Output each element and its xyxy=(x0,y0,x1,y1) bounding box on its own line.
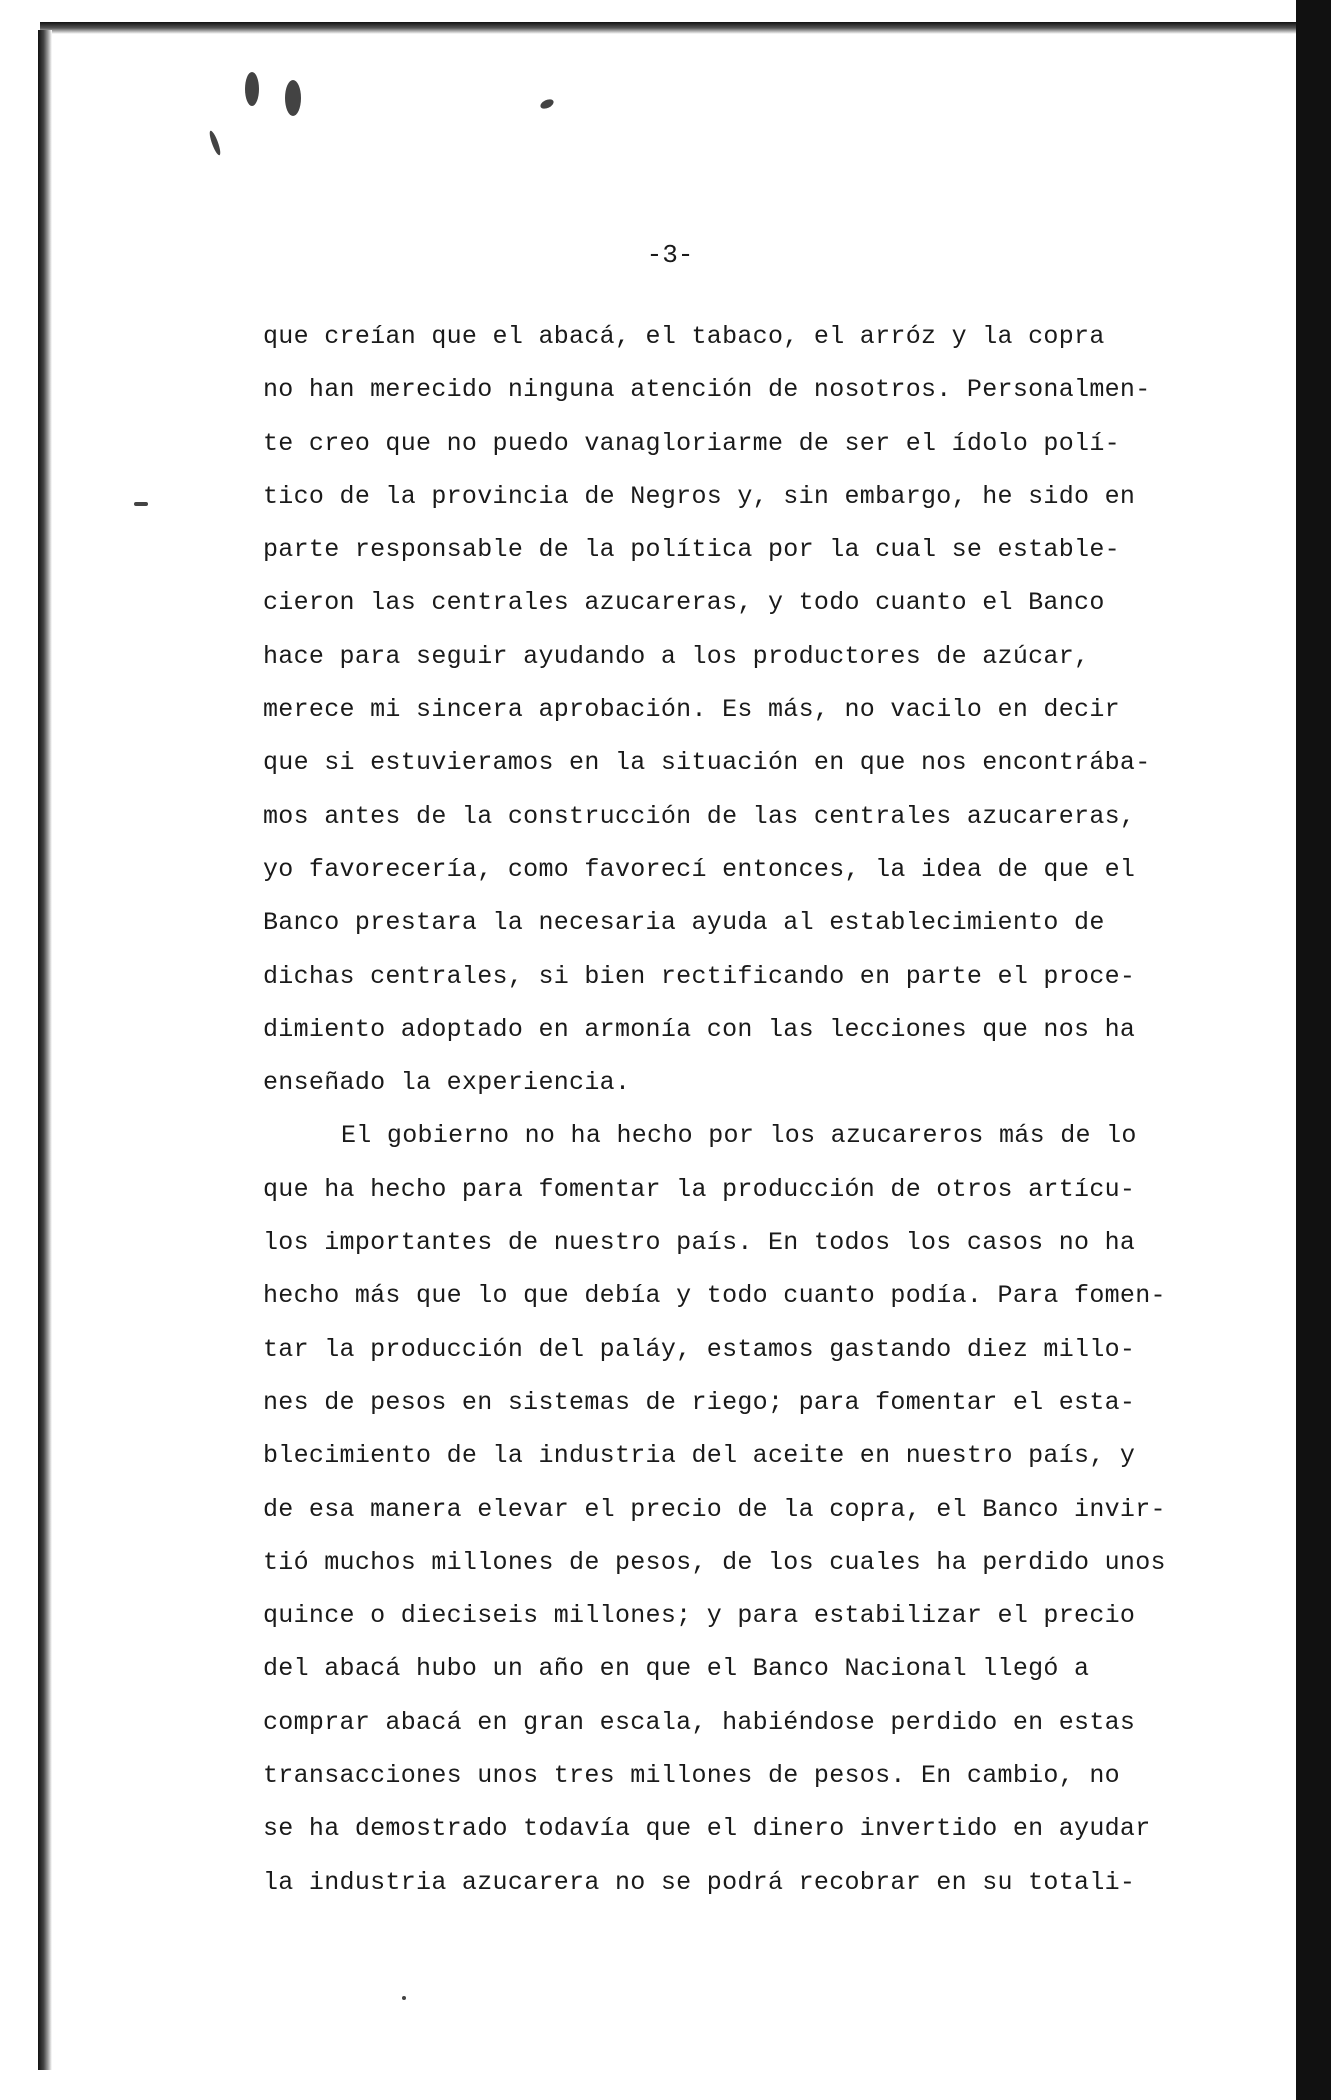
text-line: tico de la provincia de Negros y, sin embargo, he sido en xyxy=(263,481,1136,511)
text-line: hecho más que lo que debía y todo cuanto podía. Para fomen- xyxy=(263,1281,1166,1311)
text-line: hace para seguir ayudando a los productores de azúcar, xyxy=(263,641,1090,671)
text-line: que ha hecho para fomentar la producción de otros artícu- xyxy=(263,1174,1136,1204)
text-line: tar la producción del paláy, estamos gastando diez millo- xyxy=(263,1334,1136,1364)
text-line: se ha demostrado todavía que el dinero invertido en ayudar xyxy=(263,1814,1151,1844)
ink-smudge xyxy=(285,80,301,116)
ink-smudge xyxy=(539,97,555,110)
text-line: que creían que el abacá, el tabaco, el arróz y la copra xyxy=(263,322,1105,351)
text-line: los importantes de nuestro país. En todos los casos no ha xyxy=(263,1228,1136,1258)
text-line: que si estuvieramos en la situación en que nos encontrába- xyxy=(263,748,1151,778)
body-text xyxy=(263,310,1193,1909)
text-line: te creo que no puedo vanagloriarme de ser el ídolo polí- xyxy=(263,428,1120,458)
text-line: no han merecido ninguna atención de nosotros. Personalmen- xyxy=(263,375,1151,405)
paragraph-start-line: El gobierno no ha hecho por los azucareros más de lo xyxy=(341,1121,1137,1151)
scan-border-right xyxy=(1296,0,1331,2100)
text-line: mos antes de la construcción de las centrales azucareras, xyxy=(263,801,1136,831)
text-line: quince o dieciseis millones; y para estabilizar el precio xyxy=(263,1601,1136,1631)
text-line: Banco prestara la necesaria ayuda al establecimiento de xyxy=(263,908,1105,938)
ink-smudge xyxy=(134,502,148,506)
text-line: blecimiento de la industria del aceite en nuestro país, y xyxy=(263,1441,1136,1471)
text-line: comprar abacá en gran escala, habiéndose perdido en estas xyxy=(263,1707,1136,1737)
scan-border-top xyxy=(40,22,1300,34)
page-number: -3- xyxy=(646,240,694,270)
text-line: dichas centrales, si bien rectificando en parte el proce- xyxy=(263,961,1136,991)
text-line: del abacá hubo un año en que el Banco Nacional llegó a xyxy=(263,1654,1090,1684)
text-line: dimiento adoptado en armonía con las lecciones que nos ha xyxy=(263,1014,1136,1044)
scan-border-left xyxy=(38,30,52,2070)
text-line: enseñado la experiencia. xyxy=(263,1068,631,1098)
text-line: merece mi sincera aprobación. Es más, no vacilo en decir xyxy=(263,695,1120,725)
text-line: la industria azucarera no se podrá recobrar en su totali- xyxy=(263,1867,1136,1897)
ink-smudge xyxy=(208,130,223,156)
text-line: yo favorecería, como favorecí entonces, la idea de que el xyxy=(263,854,1136,884)
ink-smudge xyxy=(402,1996,406,2000)
text-line: tió muchos millones de pesos, de los cuales ha perdido unos xyxy=(263,1547,1166,1577)
text-line: cieron las centrales azucareras, y todo cuanto el Banco xyxy=(263,588,1105,618)
text-line: parte responsable de la política por la cual se estable- xyxy=(263,535,1120,565)
text-line: nes de pesos en sistemas de riego; para fomentar el esta- xyxy=(263,1387,1136,1417)
ink-smudge xyxy=(245,72,259,106)
text-line: de esa manera elevar el precio de la copra, el Banco invir- xyxy=(263,1494,1166,1524)
text-line: transacciones unos tres millones de pesos. En cambio, no xyxy=(263,1761,1120,1791)
